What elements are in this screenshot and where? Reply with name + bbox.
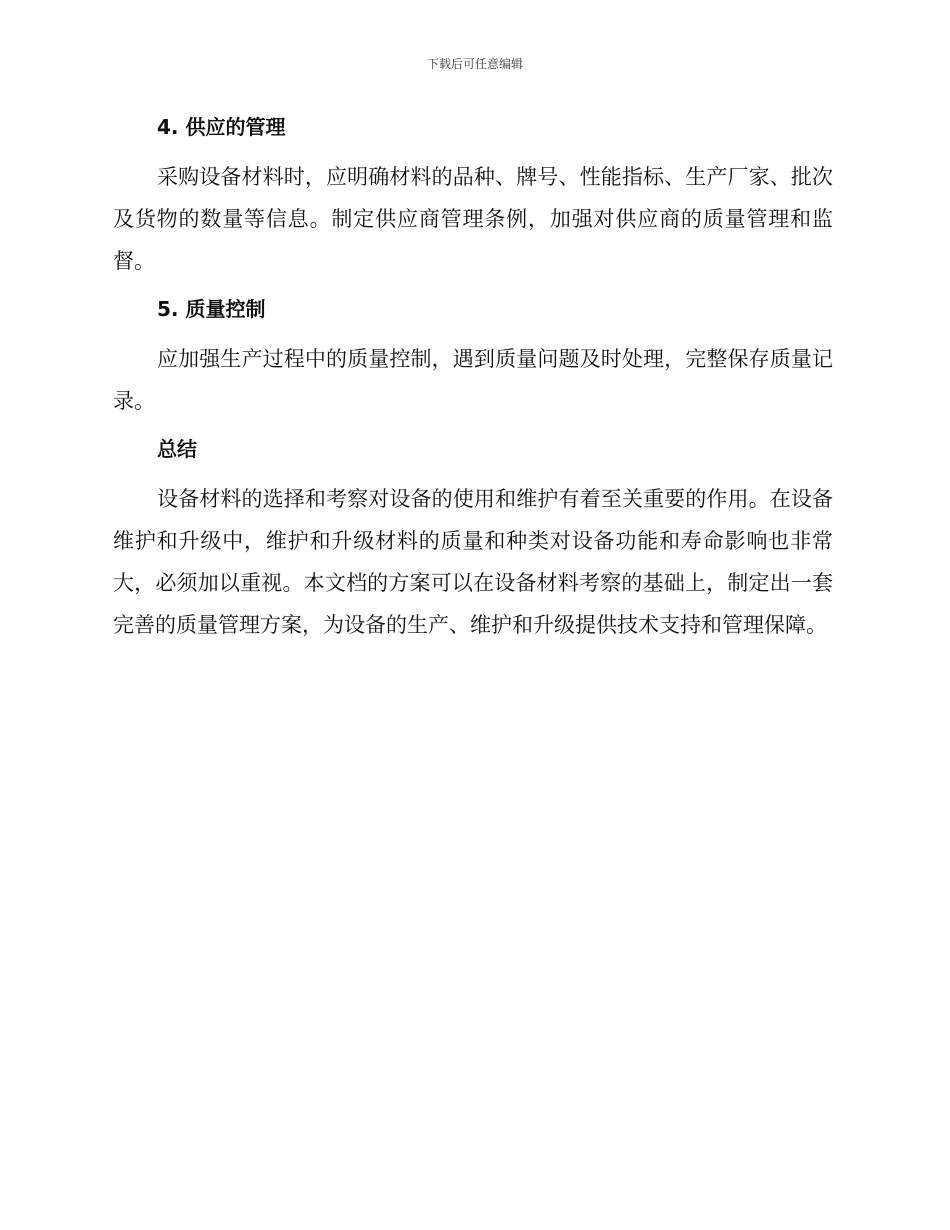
section-supply-management — [113, 110, 833, 282]
section-heading: 5. 质量控制 — [157, 297, 266, 321]
document-body — [113, 110, 833, 656]
section-summary — [113, 432, 833, 646]
section-paragraph: 采购设备材料时，应明确材料的品种、牌号、性能指标、生产厂家、批次及货物的数量等信息。制定供应商管理条例，加强对供应商的质量管理和监督。 — [113, 165, 833, 273]
section-paragraph: 应加强生产过程中的质量控制，遇到质量问题及时处理，完整保存质量记录。 — [113, 347, 833, 413]
section-heading: 4. 供应的管理 — [157, 115, 286, 139]
section-paragraph: 设备材料的选择和考察对设备的使用和维护有着至关重要的作用。在设备维护和升级中，维护和升级材料的质量和种类对设备功能和寿命影响也非常大，必须加以重视。本文档的方案可以在设备材料考察的基础上，制定出一套完善的质量管理方案，为设备的生产、维护和升级提供技术支持和管理保障。 — [113, 487, 833, 637]
header-note: 下载后可任意编辑 — [426, 57, 523, 71]
section-quality-control — [113, 292, 833, 422]
section-heading: 总结 — [157, 437, 197, 461]
